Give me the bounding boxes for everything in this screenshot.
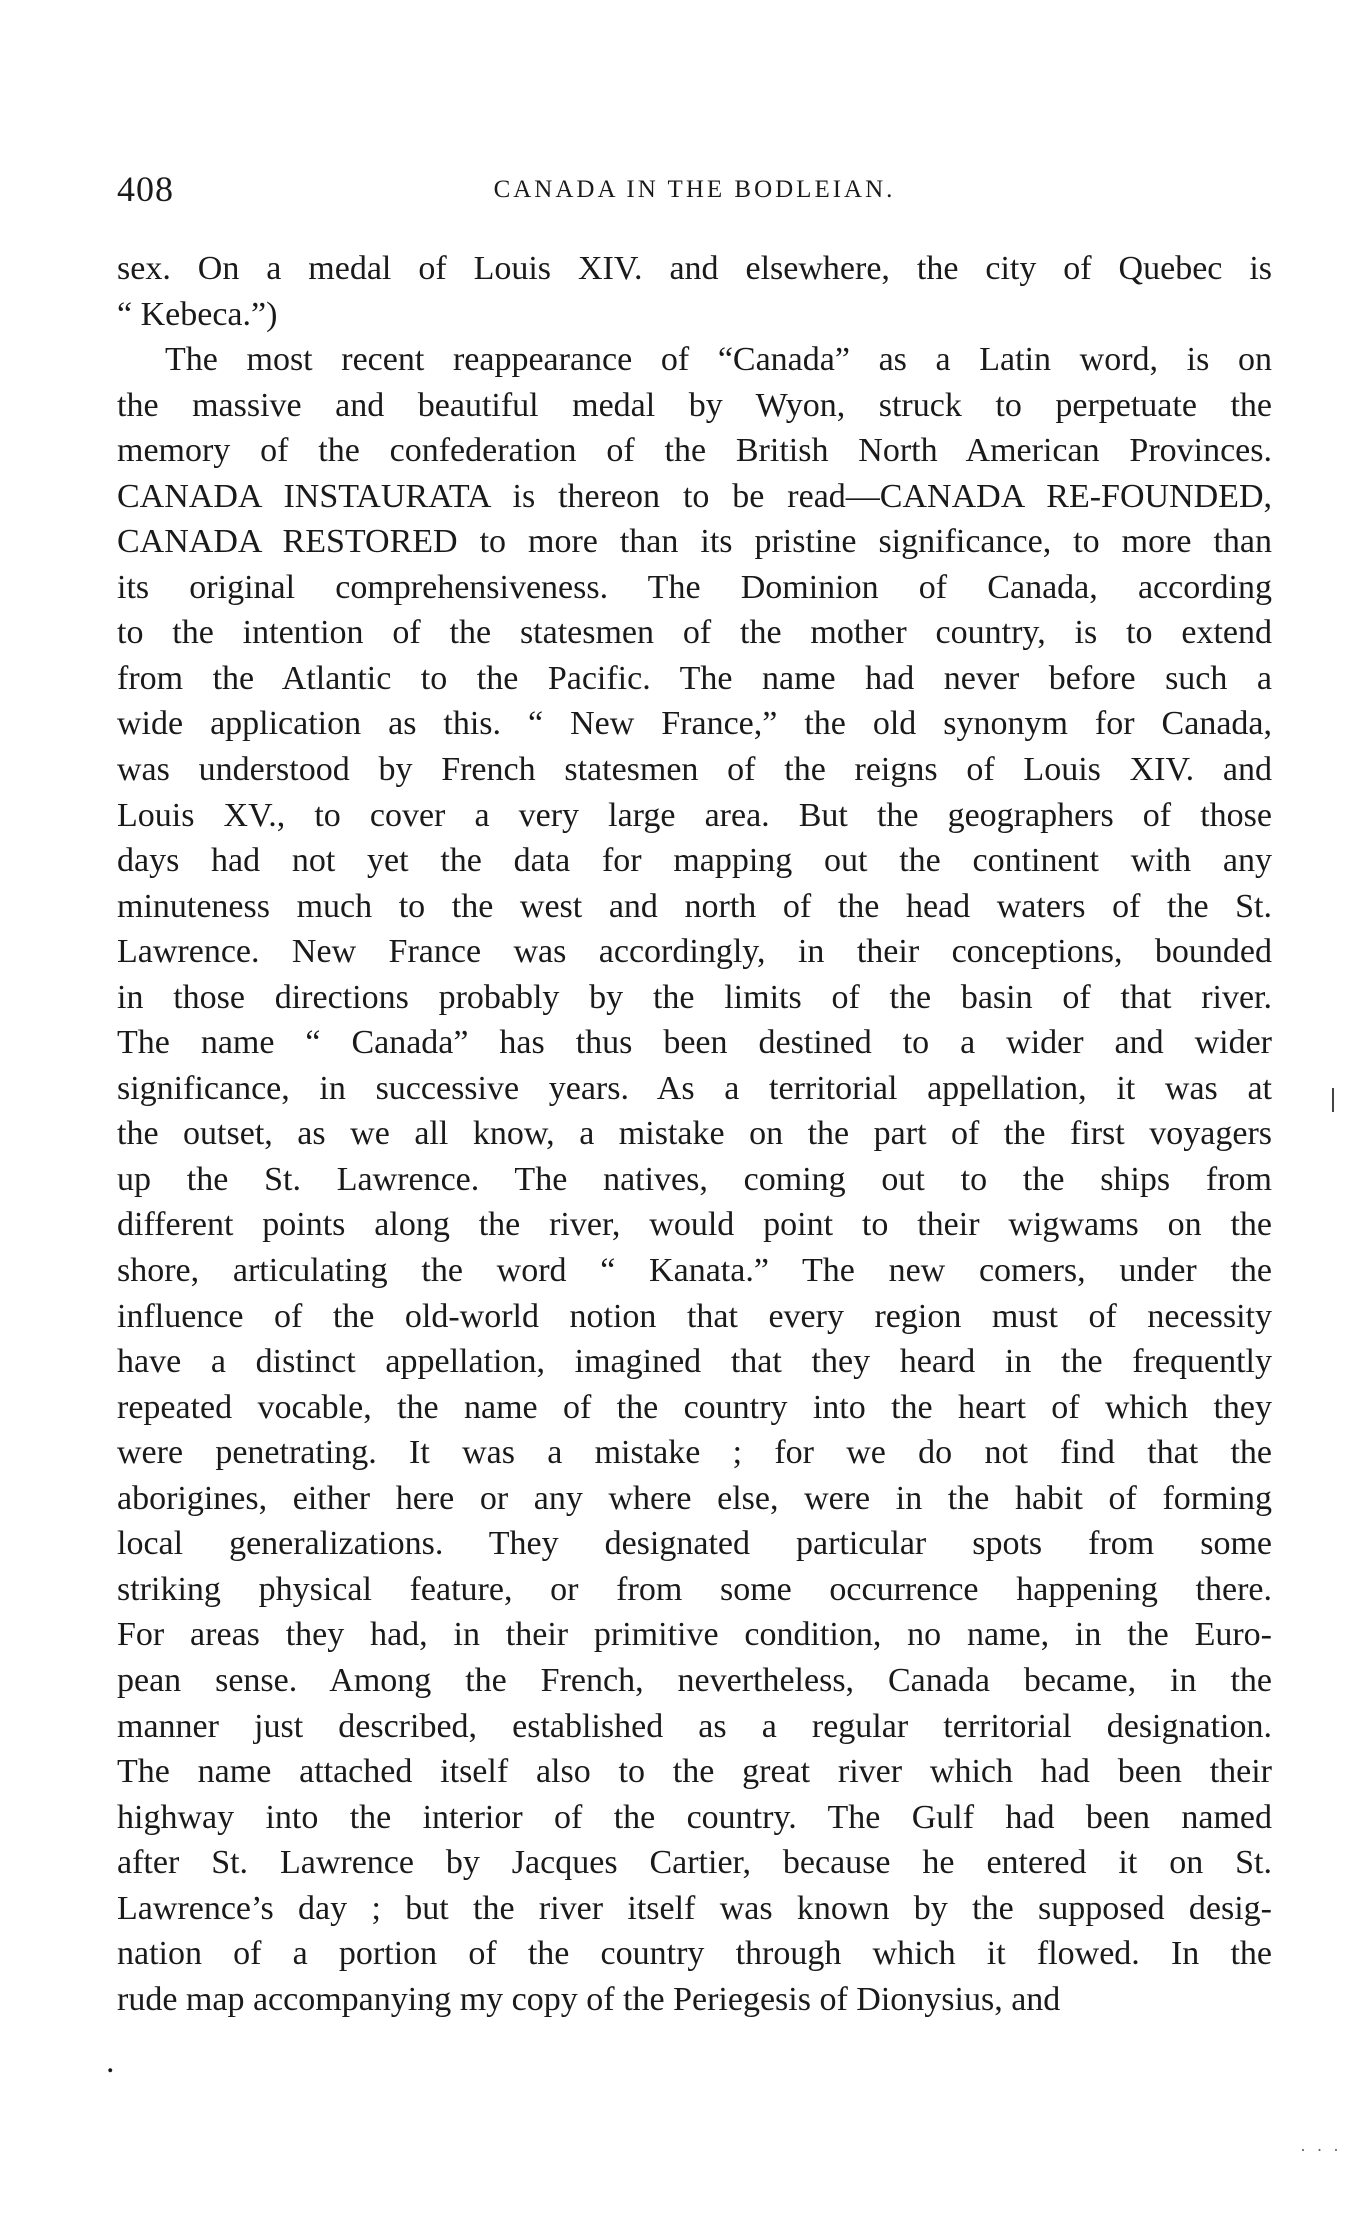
text-line: have a distinct appellation, imagined that they heard in the frequently <box>117 1343 1272 1381</box>
text-line: The name attached itself also to the great river which had been their <box>117 1753 1272 1791</box>
text-line: manner just described, established as a regular territorial designation. <box>117 1707 1272 1745</box>
text-line: rude map accompanying my copy of the Periegesis of Dionysius, and <box>117 1980 1061 2018</box>
text-line: aborigines, either here or any where else, were in the habit of forming <box>117 1479 1272 1517</box>
text-line: nation of a portion of the country through which it flowed. In the <box>117 1935 1272 1973</box>
margin-mark <box>1332 1088 1334 1112</box>
text-line: from the Atlantic to the Pacific. The name had never before such a <box>117 659 1272 697</box>
text-line: For areas they had, in their primitive condition, no name, in the Euro- <box>117 1616 1272 1654</box>
text-line: wide application as this. “ New France,” the old synonym for Canada, <box>117 705 1272 743</box>
text-line: up the St. Lawrence. The natives, coming out to the ships from <box>117 1160 1272 1198</box>
page-number: 408 <box>117 169 174 209</box>
text-line: influence of the old-world notion that every region must of necessity <box>117 1297 1272 1335</box>
body-text <box>117 246 1272 2022</box>
text-line: The most recent reappearance of “Canada” as a Latin word, is on <box>165 341 1272 379</box>
text-line: CANADA RESTORED to more than its pristine significance, to more than <box>117 523 1272 561</box>
page-header <box>117 160 1272 220</box>
text-line: local generalizations. They designated particular spots from some <box>117 1525 1272 1563</box>
text-line: striking physical feature, or from some occurrence happening there. <box>117 1570 1272 1608</box>
text-line: CANADA INSTAURATA is thereon to be read—CANADA RE-FOUNDED, <box>117 477 1272 515</box>
text-line: repeated vocable, the name of the country into the heart of which they <box>117 1388 1272 1426</box>
text-line: significance, in successive years. As a territorial appellation, it was at <box>117 1069 1272 1107</box>
text-line: the massive and beautiful medal by Wyon, struck to perpetuate the <box>117 386 1272 424</box>
text-line: were penetrating. It was a mistake ; for we do not find that the <box>117 1434 1272 1472</box>
text-line: The name “ Canada” has thus been destined to a wider and wider <box>117 1024 1272 1062</box>
text-line: different points along the river, would point to their wigwams on the <box>117 1206 1272 1244</box>
text-line: highway into the interior of the country. The Gulf had been named <box>117 1798 1272 1836</box>
text-line: to the intention of the statesmen of the mother country, is to extend <box>117 614 1272 652</box>
margin-dot: . <box>106 2043 115 2080</box>
text-line: memory of the confederation of the British North American Provinces. <box>117 432 1272 470</box>
text-line: was understood by French statesmen of the reigns of Louis XIV. and <box>117 751 1272 789</box>
text-line: pean sense. Among the French, nevertheless, Canada became, in the <box>117 1661 1272 1699</box>
text-line: days had not yet the data for mapping out the continent with any <box>117 842 1272 880</box>
text-line: minuteness much to the west and north of the head waters of the St. <box>117 887 1272 925</box>
text-line: after St. Lawrence by Jacques Cartier, because he entered it on St. <box>117 1844 1272 1882</box>
text-line: Lawrence. New France was accordingly, in their conceptions, bounded <box>117 933 1272 971</box>
text-line: shore, articulating the word “ Kanata.” The new comers, under the <box>117 1252 1272 1290</box>
text-line: in those directions probably by the limits of the basin of that river. <box>117 978 1272 1016</box>
corner-marks: · · · <box>1300 2140 1342 2160</box>
text-line: Louis XV., to cover a very large area. But the geographers of those <box>117 796 1272 834</box>
text-line: its original comprehensiveness. The Dominion of Canada, according <box>117 568 1272 606</box>
text-line: sex. On a medal of Louis XIV. and elsewhere, the city of Quebec is <box>117 250 1272 287</box>
text-line: the outset, as we all know, a mistake on the part of the first voyagers <box>117 1115 1272 1153</box>
text-line: Lawrence’s day ; but the river itself was known by the supposed desig- <box>117 1889 1272 1927</box>
text-line: “ Kebeca.”) <box>117 295 278 333</box>
running-head: CANADA IN THE BODLEIAN. <box>493 176 896 203</box>
